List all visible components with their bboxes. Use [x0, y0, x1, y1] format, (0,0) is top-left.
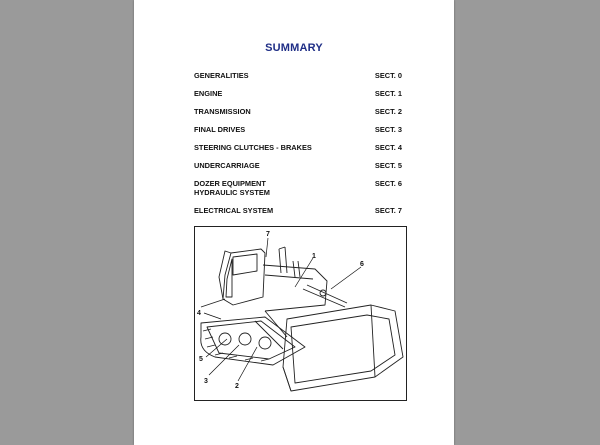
track-roller	[259, 337, 271, 349]
toc-label: ENGINE	[194, 89, 223, 98]
toc-row-generalities[interactable]	[194, 71, 402, 89]
document-page	[134, 0, 454, 445]
track-roller	[219, 333, 231, 345]
leader-line	[295, 258, 313, 287]
toc-section-number: SECT. 0	[374, 71, 402, 80]
toc-label: DOZER EQUIPMENT HYDRAULIC SYSTEM	[194, 179, 270, 197]
engine-hood	[263, 265, 327, 311]
blade-face	[291, 315, 395, 383]
leader-line	[238, 347, 257, 381]
toc-row-engine[interactable]	[194, 89, 402, 107]
leader-line	[204, 313, 221, 319]
callout-4: 4	[197, 310, 201, 317]
toc-section-number: SECT. 7	[374, 206, 402, 215]
track-roller	[239, 333, 251, 345]
toc-section-number: SECT. 3	[374, 125, 402, 134]
toc-section-number: SECT. 6	[374, 179, 402, 188]
toc-section-number: SECT. 1	[374, 89, 402, 98]
callout-7: 7	[266, 231, 270, 238]
toc-label: UNDERCARRIAGE	[194, 161, 260, 170]
toc-row-dozer-equipment[interactable]	[194, 179, 402, 206]
callout-1: 1	[312, 253, 316, 260]
callout-6: 6	[360, 261, 364, 268]
toc-row-transmission[interactable]	[194, 107, 402, 125]
toc-section-number: SECT. 4	[374, 143, 402, 152]
toc-row-electrical-system[interactable]	[194, 206, 402, 224]
toc-row-undercarriage[interactable]	[194, 161, 402, 179]
hood-line	[265, 275, 313, 279]
leader-line	[331, 267, 361, 289]
toc-section-number: SECT. 5	[374, 161, 402, 170]
table-of-contents	[194, 71, 402, 224]
cab-side-window	[226, 259, 232, 297]
toc-row-steering-clutches-brakes[interactable]	[194, 143, 402, 161]
toc-label: ELECTRICAL SYSTEM	[194, 206, 274, 215]
blade-edge	[283, 305, 375, 391]
ripper-frame	[201, 299, 225, 307]
exhaust-stack	[279, 247, 287, 273]
toc-row-final-drives[interactable]	[194, 125, 402, 143]
air-intake	[293, 261, 300, 277]
callout-5: 5	[199, 356, 203, 363]
toc-section-number: SECT. 2	[374, 107, 402, 116]
page-title: SUMMARY	[265, 42, 323, 54]
leader-line	[266, 238, 268, 257]
toc-label: GENERALITIES	[194, 71, 249, 80]
bulldozer-illustration	[201, 247, 403, 391]
bulldozer-drawing	[195, 227, 408, 402]
toc-label: TRANSMISSION	[194, 107, 251, 116]
callout-2: 2	[235, 383, 239, 390]
callout-3: 3	[204, 378, 208, 385]
toc-label: FINAL DRIVES	[194, 125, 246, 134]
bulldozer-figure	[194, 226, 407, 401]
toc-label: STEERING CLUTCHES - BRAKES	[194, 143, 312, 152]
cab-window	[233, 254, 257, 275]
